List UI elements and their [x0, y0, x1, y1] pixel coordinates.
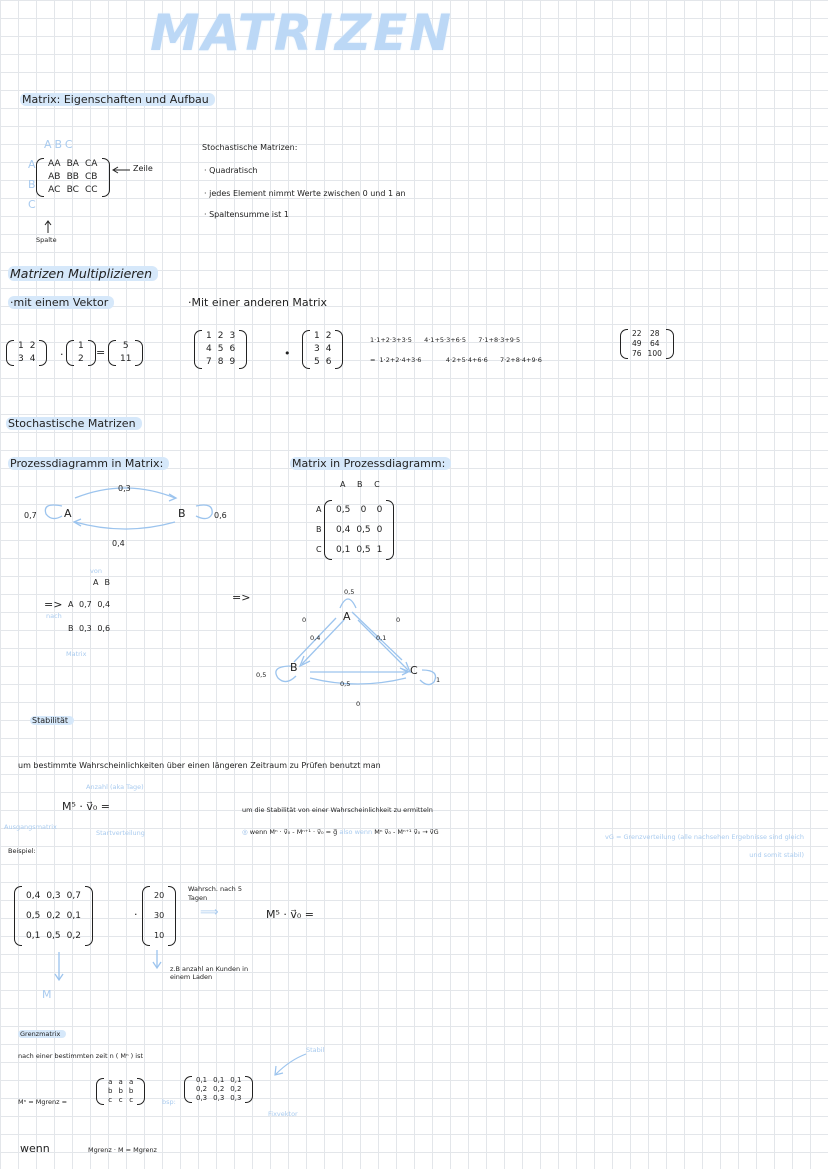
spalte-arrow: [44, 220, 52, 234]
anzahl-note: Anzahl (aka Tage): [86, 783, 144, 791]
right-ba-weight: 0: [302, 616, 307, 624]
wahrsch-note: Wahrsch. nach 5 Tagen: [188, 885, 242, 902]
stability-formula: M⁵ · v⃗₀ =: [62, 800, 111, 813]
right-bc-weight: 0,5: [340, 680, 351, 688]
right-ab-weight: 0,4: [310, 634, 321, 642]
vm-result: 5 11: [108, 340, 143, 366]
small-row-b: B 0,3 0,6: [68, 624, 111, 633]
stabil-note: Stabil: [306, 1046, 325, 1054]
matrix-col-labels: ABC: [44, 138, 76, 151]
spalte-label: Spalte: [36, 236, 57, 244]
stoch-item-3: · Spaltensumme ist 1: [204, 210, 289, 219]
bsp-label: bsp:: [162, 1098, 176, 1106]
matrix-row-labels: A B C: [28, 158, 36, 211]
vm-dot: ·: [60, 348, 64, 361]
zeile-label: Zeile: [133, 164, 153, 173]
page-title: MATRIZEN: [150, 4, 454, 62]
startverteilung-note: Startverteilung: [96, 829, 145, 837]
zb-note: z.B anzahl an Kunden in einem Laden: [170, 965, 249, 981]
small-note: Matrix: [66, 650, 87, 658]
beispiel-label: Beispiel:: [8, 847, 36, 855]
ausgangsmatrix-note: Ausgangsmatrix: [4, 823, 57, 831]
section-heading-stochastische: Stochastische Matrizen: [6, 417, 142, 430]
calc-line-1: 1·1+2·3+3·5 4·1+5·3+6·5 7·1+8·3+9·5: [370, 336, 521, 344]
right-self-c: 1: [436, 676, 441, 684]
grenzmatrix-line: nach einer bestimmten zeit n ( Mⁿ ) ist: [18, 1052, 144, 1060]
result-formula: M⁵ · v⃗₀ =: [266, 908, 315, 921]
nach-label: nach: [46, 612, 62, 620]
right-ac-weight: 0,1: [376, 634, 387, 642]
m-label: M: [42, 988, 52, 1001]
right-node-b: B: [290, 661, 298, 674]
zeile-arrow: [112, 166, 132, 174]
left-node-b: B: [178, 507, 186, 520]
wenn-formula: Mgrenz · M = Mgrenz: [88, 1146, 157, 1154]
left-ba-weight: 0,4: [112, 539, 125, 548]
diagram-left-edges: [0, 470, 260, 550]
small-matrix-arrow: =>: [44, 598, 63, 611]
matrix-label: ·Mit einer anderen Matrix: [188, 296, 328, 309]
example-dot: ·: [134, 908, 138, 921]
right-self-b: 0,5: [256, 671, 267, 679]
mm-result: 22 28 49 64 76 100: [620, 329, 674, 359]
section-heading-stabilitaet: Stabilität: [30, 716, 74, 725]
mm-dot: •: [284, 347, 291, 360]
right-matrix: 0,5 0 0 0,4 0,5 0 0,1 0,5 1: [324, 500, 394, 560]
abc-matrix: a a a b b b c c c: [96, 1078, 145, 1105]
wenn-label: wenn: [20, 1142, 50, 1155]
left-self-a: 0,7: [24, 511, 37, 520]
section-heading-multiplizieren: Matrizen Multiplizieren: [8, 266, 158, 281]
structure-matrix: AA BA CA AB BB CB AC BC CC: [36, 158, 110, 197]
right-self-a: 0,5: [344, 588, 355, 596]
section-heading-eigenschaften: Matrix: Eigenschaften und Aufbau: [20, 93, 215, 106]
calc-line-2: = 1·2+2·4+3·6 4·2+5·4+6·6 7·2+8·4+9·6: [370, 356, 542, 364]
vector-down-arrow: [152, 950, 162, 970]
small-matrix-cols: AB: [93, 578, 116, 587]
left-self-b: 0,6: [214, 511, 227, 520]
right-line-1: um die Stabilität von einer Wahrscheinlichkeit zu ermitteln: [242, 806, 433, 814]
stabil-arrow: [270, 1052, 310, 1078]
vm-vector: 1 2: [66, 340, 96, 366]
grenzverteilung-note: vG = Grenzverteilung (alle nachsehen Ergebnisse sind gleich und somit stabil): [605, 833, 804, 859]
mm-matrix-b: 1 2 3 4 5 6: [302, 330, 343, 369]
right-line-2: ◎ wenn Mⁿ · v⃗₀ - Mⁿ⁺¹ · v⃗₀ = g⃗ also wenn Mⁿ v⃗₀ - Mⁿ⁺¹ v⃗₀ → v⃗G: [242, 828, 439, 836]
bsp-matrix: 0,1 0,1 0,1 0,2 0,2 0,2 0,3 0,3 0,3: [184, 1076, 253, 1103]
vm-matrix: 1 2 3 4: [6, 340, 47, 366]
right-node-a: A: [343, 610, 351, 623]
section-heading-grenzmatrix: Grenzmatrix: [18, 1030, 66, 1038]
stoch-title: Stochastische Matrizen:: [202, 143, 298, 152]
von-label: von: [90, 567, 102, 575]
left-ab-weight: 0,3: [118, 484, 131, 493]
implies-arrow: =>: [232, 591, 251, 604]
double-arrow: ⟹: [200, 905, 219, 920]
diagram-right-edges: [240, 590, 480, 710]
example-vector: 20 30 10: [142, 886, 176, 946]
stability-intro: um bestimmte Wahrscheinlichkeiten über einen längeren Zeitraum zu Prüfen benutzt man: [18, 761, 381, 770]
stoch-item-1: · Quadratisch: [204, 166, 258, 175]
matrix-in-prozess-title: Matrix in Prozessdiagramm:: [290, 457, 451, 470]
mgrenz-label: Mⁿ = Mgrenz =: [18, 1098, 68, 1106]
m-down-arrow: [54, 952, 64, 982]
example-matrix: 0,4 0,3 0,7 0,5 0,2 0,1 0,1 0,5 0,2: [14, 886, 93, 946]
fixvektor-note: Fixvektor: [268, 1110, 298, 1118]
left-node-a: A: [64, 507, 72, 520]
vm-equals: =: [96, 346, 106, 359]
stoch-item-2: · jedes Element nimmt Werte zwischen 0 und 1 an: [204, 189, 406, 198]
mm-matrix-a: 1 2 3 4 5 6 7 8 9: [194, 330, 247, 369]
right-cb-weight: 0: [356, 700, 361, 708]
vektor-label: ·mit einem Vektor: [8, 296, 114, 309]
prozess-in-matrix-title: Prozessdiagramm in Matrix:: [8, 457, 169, 470]
right-matrix-cols: A B C: [340, 480, 380, 489]
right-node-c: C: [410, 664, 418, 677]
small-row-a: A 0,7 0,4: [68, 600, 111, 609]
right-ca-weight: 0: [396, 616, 401, 624]
right-row-labels: A B C: [316, 505, 322, 554]
